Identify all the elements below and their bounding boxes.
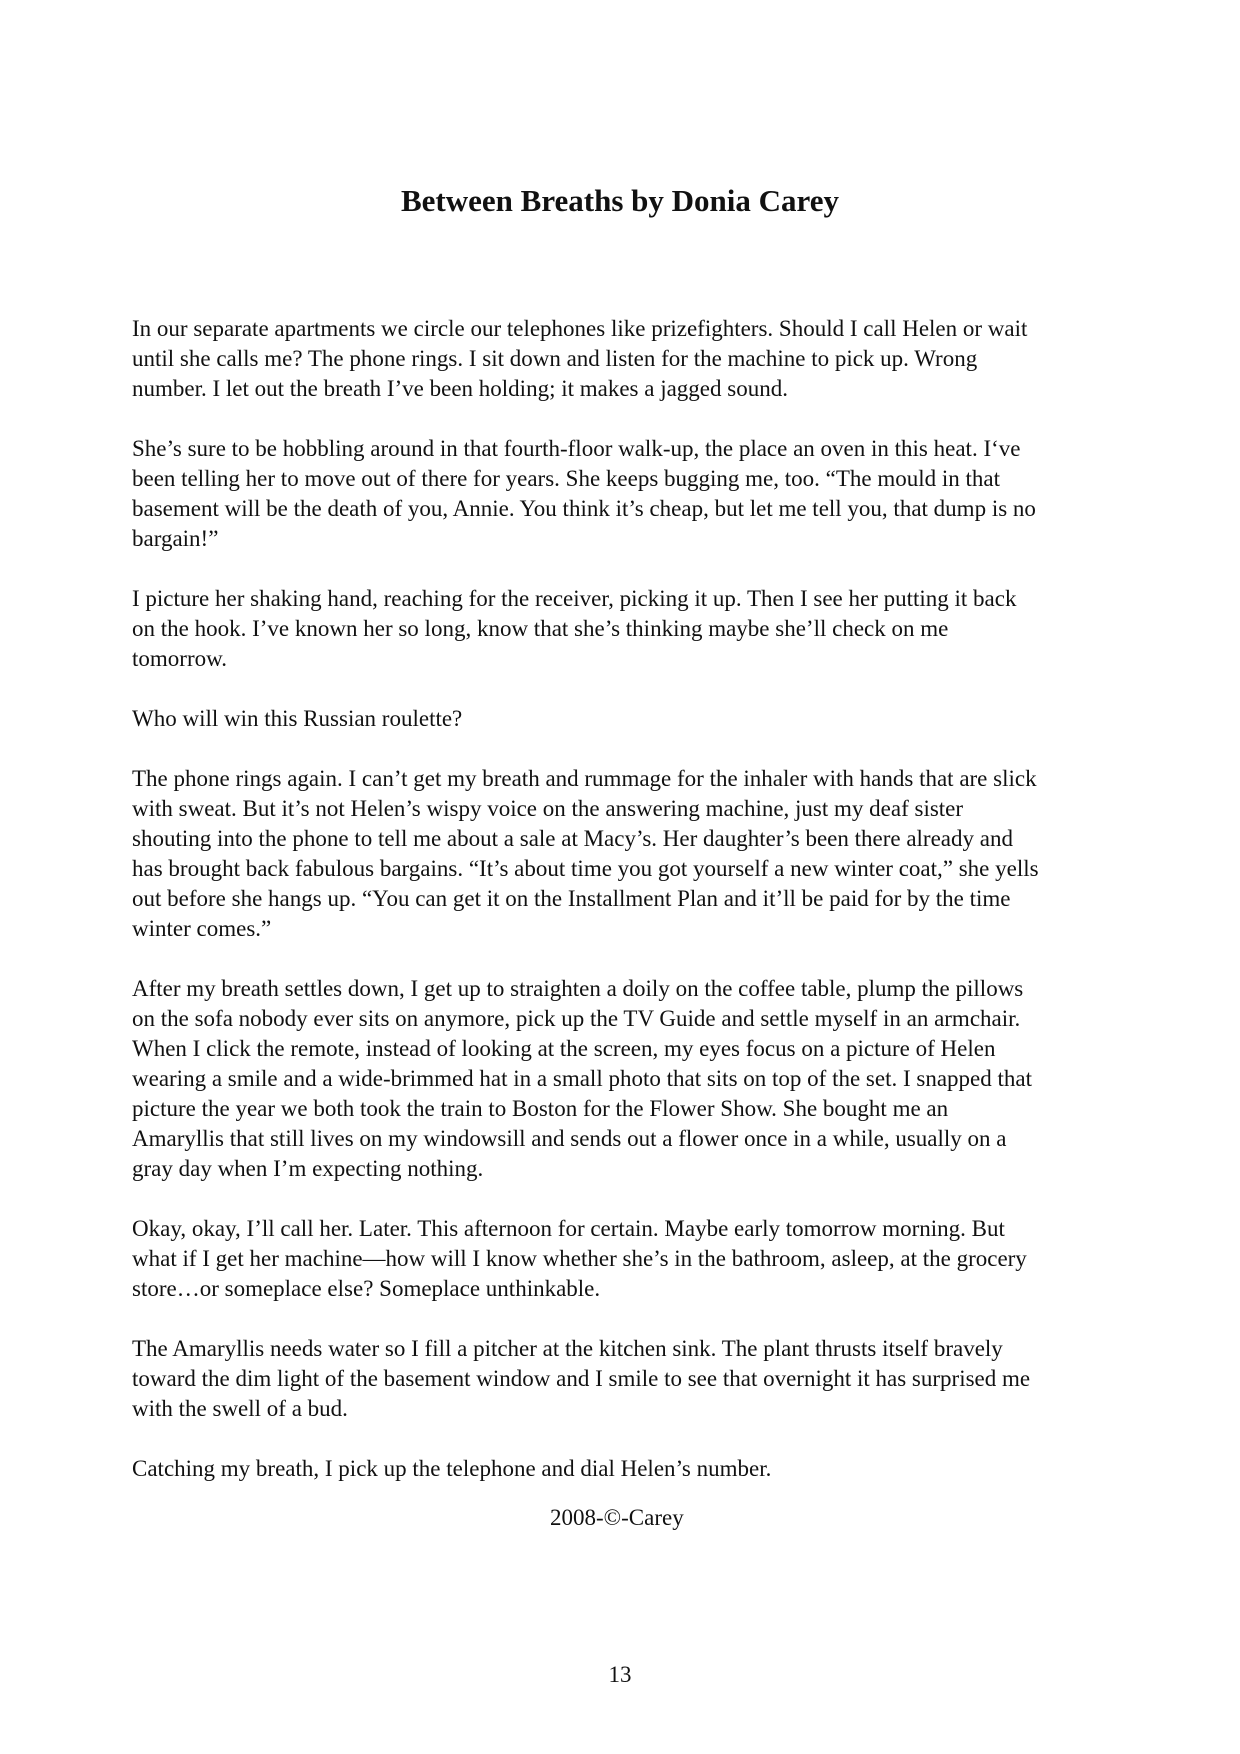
text-line: store…or someplace else? Someplace unthinkable. [132, 1276, 601, 1301]
text-line: winter comes.” [132, 916, 272, 941]
paragraph-7 [132, 1214, 1122, 1304]
text-line: Amaryllis that still lives on my windowsill and sends out a flower once in a while, usually on a [132, 1126, 1007, 1151]
text-line: Catching my breath, I pick up the telephone and dial Helen’s number. [132, 1456, 772, 1481]
page-number: 13 [608, 1662, 632, 1687]
paragraph-1 [132, 314, 1122, 404]
paragraph-2 [132, 434, 1122, 554]
text-line: gray day when I’m expecting nothing. [132, 1156, 484, 1181]
text-line: shouting into the phone to tell me about a sale at Macy’s. Her daughter’s been there already and [132, 826, 1013, 851]
copyright-signature: 2008-©-Carey [550, 1505, 684, 1530]
text-line: until she calls me? The phone rings. I sit down and listen for the machine to pick up. Wrong [132, 346, 978, 371]
text-line: Who will win this Russian roulette? [132, 706, 463, 731]
text-line: Okay, okay, I’ll call her. Later. This afternoon for certain. Maybe early tomorrow morning. But [132, 1216, 1005, 1241]
text-line: bargain!” [132, 526, 219, 551]
text-line: what if I get her machine—how will I know whether she’s in the bathroom, asleep, at the grocery [132, 1246, 1027, 1271]
text-line: toward the dim light of the basement window and I smile to see that overnight it has surprised me [132, 1366, 1031, 1391]
text-line: number. I let out the breath I’ve been holding; it makes a jagged sound. [132, 376, 788, 401]
text-line: picture the year we both took the train to Boston for the Flower Show. She bought me an [132, 1096, 949, 1121]
text-line: out before she hangs up. “You can get it on the Installment Plan and it’ll be paid for by the time [132, 886, 1011, 911]
text-line: been telling her to move out of there for years. She keeps bugging me, too. “The mould in that [132, 466, 1001, 491]
text-line: with sweat. But it’s not Helen’s wispy voice on the answering machine, just my deaf sister [132, 796, 964, 821]
paragraph-3 [132, 584, 1122, 674]
paragraph-5 [132, 764, 1122, 944]
text-line: basement will be the death of you, Annie. You think it’s cheap, but let me tell you, that dump is no [132, 496, 1036, 521]
text-line: with the swell of a bud. [132, 1396, 348, 1421]
text-line: I picture her shaking hand, reaching for the receiver, picking it up. Then I see her putting it back [132, 586, 1017, 611]
story-body [132, 314, 1122, 1514]
text-line: She’s sure to be hobbling around in that fourth-floor walk-up, the place an oven in this heat. I‘ve [132, 436, 1021, 461]
text-line: When I click the remote, instead of looking at the screen, my eyes focus on a picture of Helen [132, 1036, 996, 1061]
story-title: Between Breaths by Donia Carey [401, 183, 839, 218]
paragraph-6 [132, 974, 1122, 1184]
paragraph-4 [132, 704, 1122, 734]
text-line: wearing a smile and a wide-brimmed hat in a small photo that sits on top of the set. I snapped that [132, 1066, 1032, 1091]
text-line: tomorrow. [132, 646, 227, 671]
paragraph-8 [132, 1334, 1122, 1424]
text-line: After my breath settles down, I get up to straighten a doily on the coffee table, plump the pillows [132, 976, 1024, 1001]
paragraph-9 [132, 1454, 1122, 1484]
text-line: The phone rings again. I can’t get my breath and rummage for the inhaler with hands that are slick [132, 766, 1037, 791]
text-line: has brought back fabulous bargains. “It’s about time you got yourself a new winter coat,” she yells [132, 856, 1039, 881]
text-line: on the sofa nobody ever sits on anymore, pick up the TV Guide and settle myself in an armchair. [132, 1006, 1021, 1031]
text-line: on the hook. I’ve known her so long, know that she’s thinking maybe she’ll check on me [132, 616, 949, 641]
text-line: In our separate apartments we circle our telephones like prizefighters. Should I call Helen or wait [132, 316, 1028, 341]
text-line: The Amaryllis needs water so I fill a pitcher at the kitchen sink. The plant thrusts itself bravely [132, 1336, 1003, 1361]
